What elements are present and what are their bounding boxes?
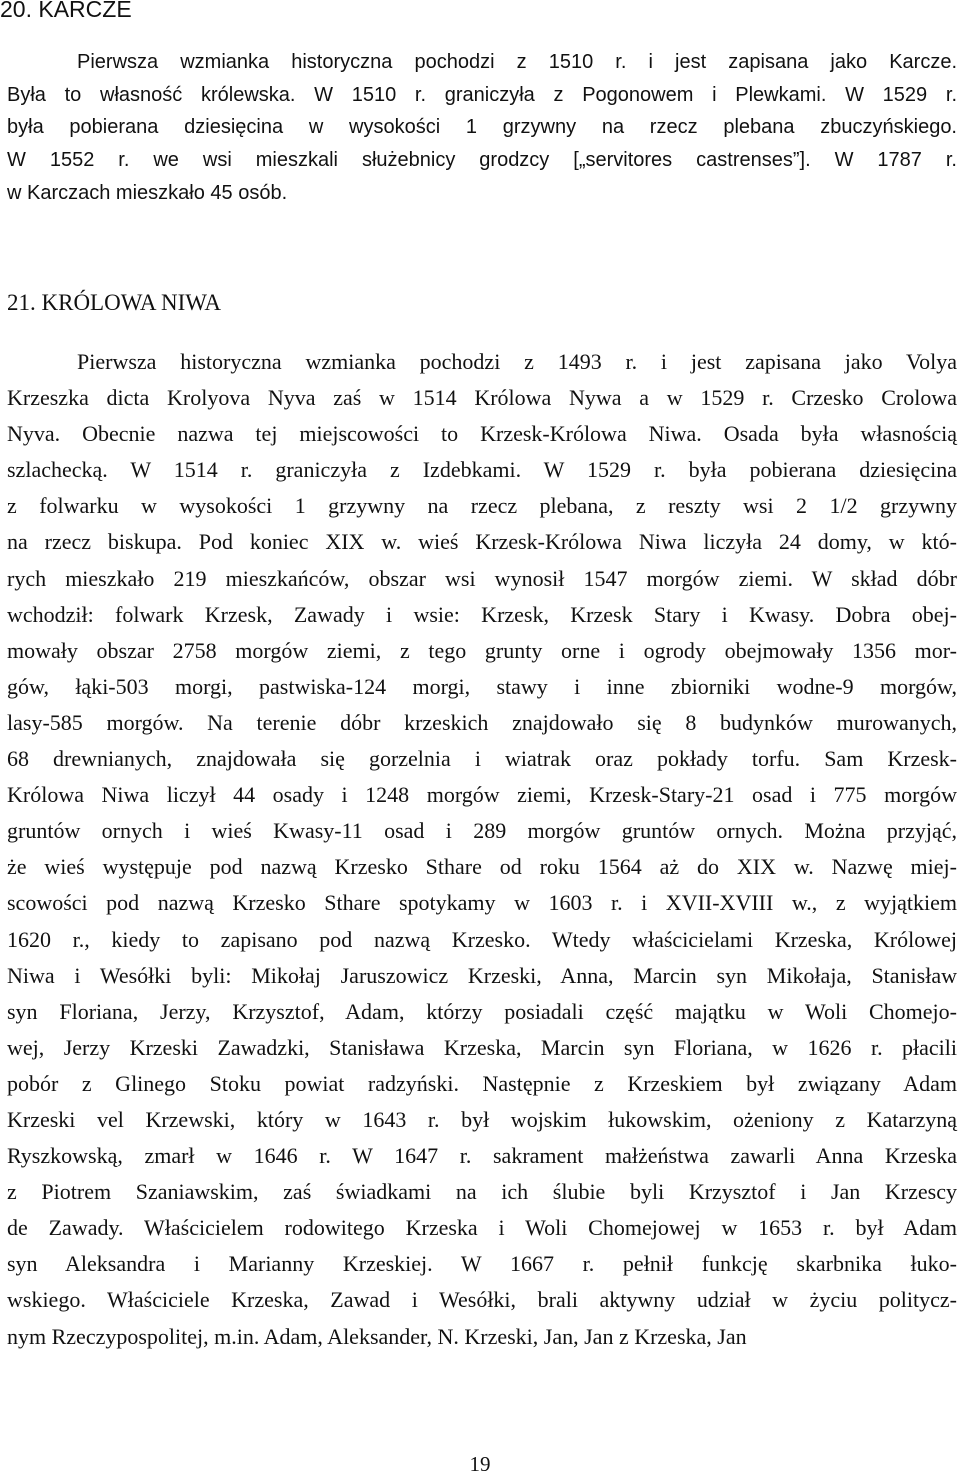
text-line: Krzeski vel Krzewski, który w 1643 r. był wojskim łukowskim, ożeniony z Katarzyną	[7, 1106, 957, 1132]
text-line: rych mieszkało 219 mieszkańców, obszar wsi wynosił 1547 morgów ziemi. W skład dóbr	[7, 565, 957, 591]
text-line: Królowa Niwa liczył 44 osady i 1248 morgów ziemi, Krzesk-Stary-21 osad i 775 morgów	[7, 782, 957, 808]
text-line: wskiego. Właściciele Krzeska, Zawad i Wesółki, brali aktywny udział w życiu politycz-	[7, 1287, 957, 1313]
text-line: 1620 r., kiedy to zapisano pod nazwą Krzesko. Wtedy właścicielami Krzeska, Królowej	[7, 926, 957, 952]
section-heading: 20. KARCZE	[0, 0, 132, 22]
section-paragraph	[7, 344, 957, 1355]
text-line: Niwa i Wesółki byli: Mikołaj Jaruszowicz Krzeski, Anna, Marcin syn Mikołaja, Stanisław	[7, 962, 957, 988]
text-line: pobór z Glinego Stoku powiat radzyński. Następnie z Krzeskiem był związany Adam	[7, 1070, 957, 1096]
text-line: Ryszkowską, zmarł w 1646 r. W 1647 r. sakrament małżeństwa zawarli Anna Krzeska	[7, 1143, 957, 1169]
text-line: z Piotrem Szaniawskim, zaś świadkami na ich ślubie byli Krzysztof i Jan Krzescy	[7, 1179, 957, 1205]
page-number: 19	[469, 1452, 491, 1476]
text-line: Pierwsza historyczna wzmianka pochodzi z 1493 r. i jest zapisana jako Volya	[77, 349, 957, 374]
text-line: 68 drewnianych, znajdowała się gorzelnia i wiatrak oraz pokłady torfu. Sam Krzesk-	[7, 746, 957, 772]
text-line: W 1552 r. we wsi mieszkali służebnicy grodzcy [„servitores castrenses”]. W 1787 r.	[7, 149, 957, 172]
text-line: była pobierana dziesięcina w wysokości 1 grzywny na rzecz plebana zbuczyńskiego.	[7, 116, 957, 139]
text-line: syn Aleksandra i Marianny Krzeskiej. W 1667 r. pełnił funkcję skarbnika łuko-	[7, 1251, 957, 1277]
text-line: Była to własność królewska. W 1510 r. graniczyła z Pogonowem i Plewkami. W 1529 r.	[7, 83, 957, 106]
text-line: Pierwsza wzmianka historyczna pochodzi z 1510 r. i jest zapisana jako Karcze.	[77, 51, 957, 73]
text-line: szlachecką. W 1514 r. graniczyła z Izdebkami. W 1529 r. była pobierana dziesięcina	[7, 457, 957, 483]
text-line: nym Rzeczypospolitej, m.in. Adam, Aleksander, N. Krzeski, Jan, Jan z Krzeska, Jan	[7, 1323, 747, 1349]
text-line: wej, Jerzy Krzeski Zawadzki, Stanisława Krzeska, Marcin syn Floriana, w 1626 r. płacili	[7, 1034, 957, 1060]
text-line: że wieś występuje pod nazwą Krzesko Sthare od roku 1564 aż do XIX w. Nazwę miej-	[7, 854, 957, 880]
text-line: mowały obszar 2758 morgów ziemi, z tego grunty orne i ogrody obejmowały 1356 mor-	[7, 637, 957, 663]
text-line: scowości pod nazwą Krzesko Sthare spotykamy w 1603 r. i XVII-XVIII w., z wyjątkiem	[7, 890, 957, 916]
text-line: lasy-585 morgów. Na terenie dóbr krzeskich znajdowało się 8 budynków murowanych,	[7, 709, 957, 735]
text-line: z folwarku w wysokości 1 grzywny na rzecz plebana, z reszty wsi 2 1/2 grzywny	[7, 493, 957, 519]
section-heading: 21. KRÓLOWA NIWA	[7, 290, 222, 315]
text-line: syn Floriana, Jerzy, Krzysztof, Adam, którzy posiadali część majątku w Woli Chomejo-	[7, 998, 957, 1024]
text-line: Nyva. Obecnie nazwa tej miejscowości to Krzesk-Królowa Niwa. Osada była własnością	[7, 421, 957, 447]
text-line: gów, łąki-503 morgi, pastwiska-124 morgi, stawy i inne zbiorniki wodne-9 morgów,	[7, 673, 957, 699]
text-line: gruntów ornych i wieś Kwasy-11 osad i 289 morgów gruntów ornych. Można przyjąć,	[7, 818, 957, 844]
section-paragraph	[7, 46, 957, 210]
text-line: Krzeszka dicta Krolyova Nyva zaś w 1514 Królowa Nywa a w 1529 r. Crzesko Crolowa	[7, 385, 957, 411]
text-line: wchodził: folwark Krzesk, Zawady i wsie: Krzesk, Krzesk Stary i Kwasy. Dobra obej-	[7, 601, 957, 627]
text-line: na rzecz biskupa. Pod koniec XIX w. wieś Krzesk-Królowa Niwa liczyła 24 domy, w któ-	[7, 529, 957, 555]
text-line: de Zawady. Właścicielem rodowitego Krzeska i Woli Chomejowej w 1653 r. był Adam	[7, 1215, 957, 1241]
text-line: w Karczach mieszkało 45 osób.	[7, 181, 288, 204]
